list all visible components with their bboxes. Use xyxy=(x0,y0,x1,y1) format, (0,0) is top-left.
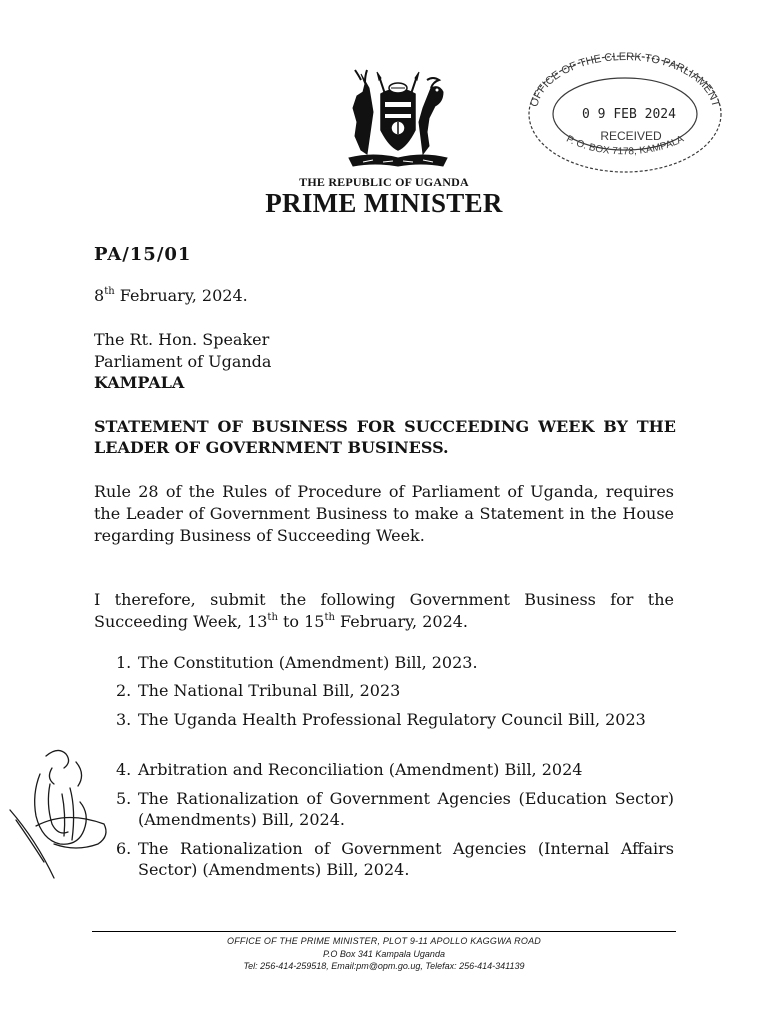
stamp-status: RECEIVED xyxy=(600,129,662,143)
stamp-box-text: P. O. BOX 7178, KAMPALA xyxy=(564,133,686,158)
recipient-city: KAMPALA xyxy=(94,373,185,392)
footer-contacts: Tel: 256-414-259518, Email:pm@opm.go.ug, Telefax: 256-414-341139 xyxy=(243,961,525,971)
stamp-date: 0 9 FEB 2024 xyxy=(582,107,676,122)
coat-of-arms-icon xyxy=(343,66,453,172)
recipient-line: The Rt. Hon. Speaker xyxy=(94,330,270,349)
footer-address: OFFICE OF THE PRIME MINISTER, PLOT 9-11 APOLLO KAGGWA ROAD xyxy=(227,936,541,946)
list-item: 4. Arbitration and Reconciliation (Amendment) Bill, 2024 xyxy=(116,760,583,779)
list-item: 6. The Rationalization of Government Agencies (Internal Affairs Sector) (Amendments) Bill, 2024. xyxy=(116,839,674,879)
list-item: 1. The Constitution (Amendment) Bill, 2023. xyxy=(116,653,478,672)
footer-po-box: P.O Box 341 Kampala Uganda xyxy=(323,949,445,959)
body-paragraph: Rule 28 of the Rules of Procedure of Parliament of Uganda, requires the Leader of Government Business to make a Statement in the House regarding Business of Succeeding Week. xyxy=(94,482,674,545)
list-item: 2. The National Tribunal Bill, 2023 xyxy=(116,681,401,700)
reference-number: PA/15/01 xyxy=(94,244,192,265)
footer-divider xyxy=(92,931,676,932)
list-item: 5. The Rationalization of Government Agencies (Education Sector) (Amendments) Bill, 2024. xyxy=(116,789,674,829)
list-item: 3. The Uganda Health Professional Regulatory Council Bill, 2023 xyxy=(116,710,646,729)
stamp-ring-text: OFFICE OF THE CLERK TO PARLIAMENT xyxy=(528,50,722,109)
recipient-line: Parliament of Uganda xyxy=(94,352,272,371)
subject-heading: STATEMENT OF BUSINESS FOR SUCCEEDING WEEK BY THE LEADER OF GOVERNMENT BUSINESS. xyxy=(94,417,676,457)
letter-date: 8th February, 2024. xyxy=(94,285,248,305)
received-stamp xyxy=(519,46,731,178)
body-paragraph: I therefore, submit the following Government Business for the Succeeding Week, 13th to 15th February, 2024. xyxy=(94,590,674,631)
signature-icon xyxy=(6,744,116,884)
republic-heading: THE REPUBLIC OF UGANDA xyxy=(299,175,469,189)
office-title: PRIME MINISTER xyxy=(265,188,503,218)
